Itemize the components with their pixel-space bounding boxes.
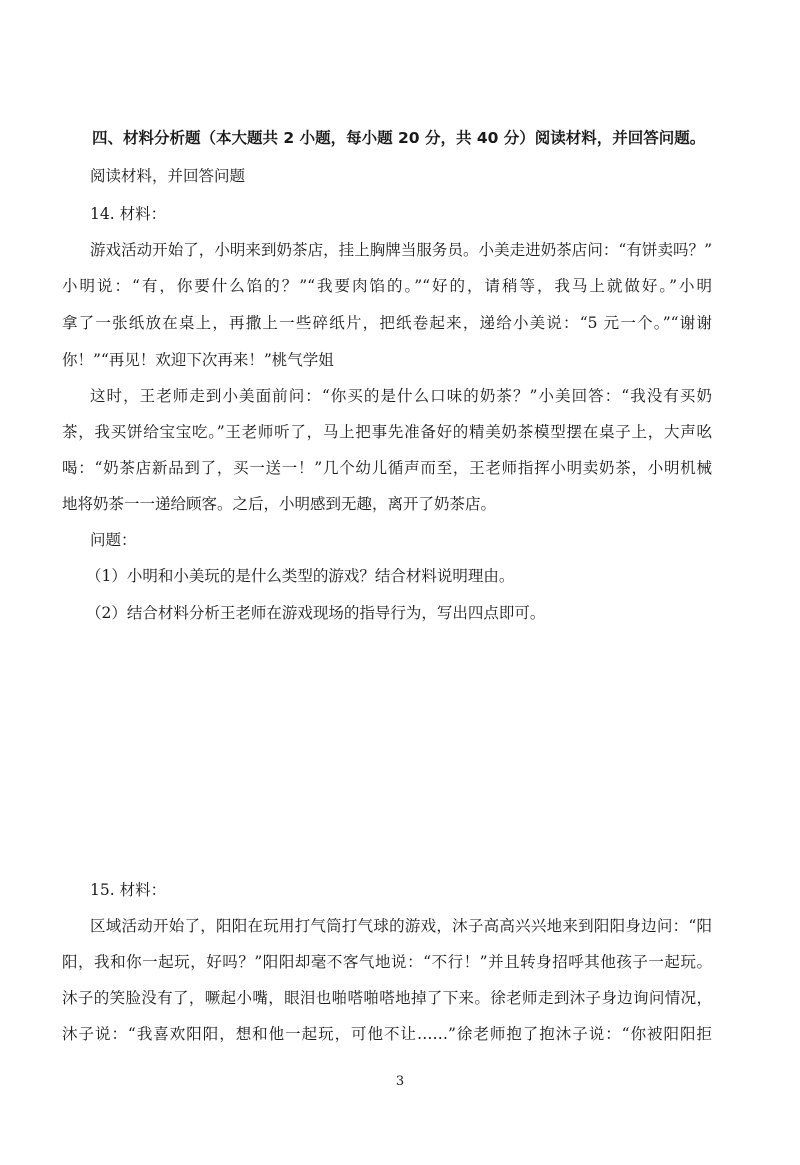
- q14-questions-label: 问题：: [90, 531, 137, 549]
- q14-question-1: （1）小明和小美玩的是什么类型的游戏？结合材料说明理由。: [86, 567, 515, 585]
- section-heading: 四、材料分析题（本大题共 2 小题，每小题 20 分，共 40 分）阅读材料，并回答问题。: [92, 129, 706, 147]
- section-instruction: 阅读材料，并回答问题: [90, 167, 246, 185]
- page-number: 3: [395, 1074, 405, 1089]
- q15-material-line-4: 沐子说：“我喜欢阳阳，想和他一起玩，可他不让……”徐老师抱了抱沐子说：“你被阳阳拒: [62, 1025, 712, 1043]
- q15-material-line-2: 阳，我和你一起玩，好吗？”阳阳却毫不客气地说：“不行！”并且转身招呼其他孩子一起玩。: [62, 953, 712, 971]
- q15-material-line-3: 沐子的笑脸没有了，噘起小嘴，眼泪也啪嗒啪嗒地掉了下来。徐老师走到沐子身边询问情况，: [62, 989, 712, 1007]
- q14-question-2: （2）结合材料分析王老师在游戏现场的指导行为，写出四点即可。: [86, 604, 546, 622]
- q14-material-line-4: 你！”“再见！欢迎下次再来！”桃气学姐: [62, 351, 334, 369]
- q14-material-line-8: 地将奶茶一一递给顾客。之后，小明感到无趣，离开了奶茶店。: [62, 495, 497, 513]
- question-14-label: 14. 材料：: [90, 205, 167, 223]
- q14-material-line-6: 茶，我买饼给宝宝吃。”王老师听了，马上把事先准备好的精美奶茶模型摆在桌子上，大声吆: [62, 423, 712, 441]
- q14-material-line-5: 这时，王老师走到小美面前问：“你买的是什么口味的奶茶？”小美回答：“我没有买奶: [90, 387, 712, 405]
- q15-material-line-1: 区域活动开始了，阳阳在玩用打气筒打气球的游戏，沐子高高兴兴地来到阳阳身边问：“阳: [90, 917, 712, 935]
- question-15-label: 15. 材料：: [90, 881, 167, 899]
- q14-material-line-2: 小明说：“有，你要什么馅的？”“我要肉馅的。”“好的，请稍等，我马上就做好。”小明: [62, 277, 712, 295]
- q14-material-line-3: 拿了一张纸放在桌上，再撒上一些碎纸片，把纸卷起来，递给小美说：“5 元一个。”“谢谢: [62, 314, 712, 332]
- q14-material-line-7: 喝：“奶茶店新品到了，买一送一！”几个幼儿循声而至，王老师指挥小明卖奶茶，小明机械: [62, 459, 712, 477]
- q14-material-line-1: 游戏活动开始了，小明来到奶茶店，挂上胸牌当服务员。小美走进奶茶店问：“有饼卖吗？”: [90, 241, 712, 259]
